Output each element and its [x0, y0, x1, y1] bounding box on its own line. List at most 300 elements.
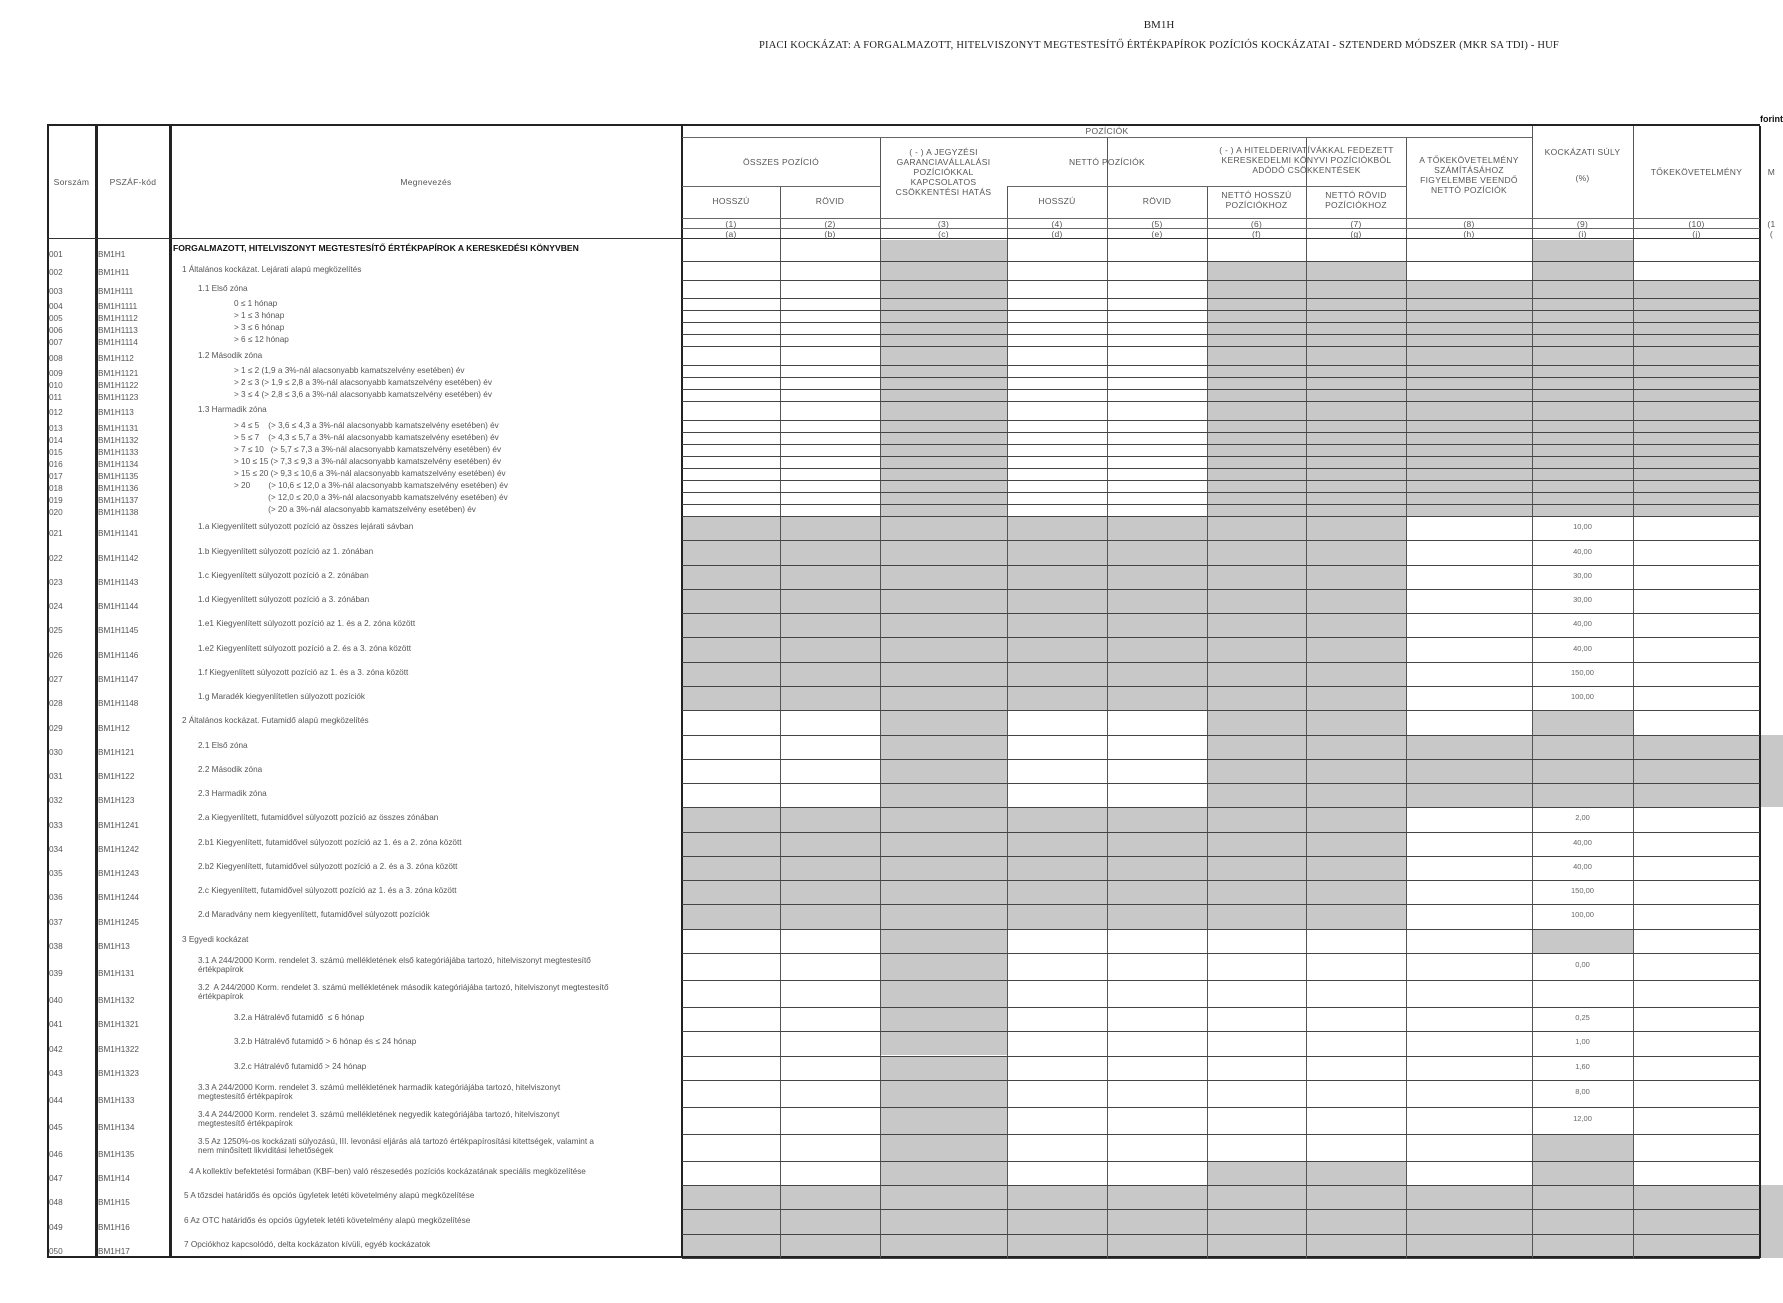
grey-cell [1633, 759, 1760, 783]
row-number: 006 [49, 326, 63, 336]
row-line [682, 980, 1760, 981]
col-number: (3) [937, 219, 950, 229]
grey-cell [1007, 832, 1107, 856]
grey-cell [1633, 401, 1760, 420]
row-line [682, 456, 1760, 457]
risk-weight-value: 1,00 [1575, 1037, 1590, 1047]
row-line [682, 280, 1760, 281]
grey-cell [880, 492, 1007, 504]
grey-cell [880, 1234, 1007, 1258]
grey-cell [682, 880, 780, 904]
grey-cell [880, 929, 1007, 953]
grey-cell [1207, 880, 1306, 904]
grey-cell [1207, 456, 1306, 468]
grey-cell [1406, 759, 1532, 783]
pszaf-code: BM1H1133 [98, 447, 139, 457]
grey-cell [1532, 735, 1633, 759]
row-line [682, 1080, 1760, 1081]
grey-cell [880, 1031, 1007, 1055]
row-line [682, 444, 1760, 445]
hdr-line [1007, 186, 1207, 187]
grey-cell [1406, 432, 1532, 444]
grey-cell [780, 662, 880, 686]
pszaf-code: BM1H1137 [98, 496, 139, 506]
grey-cell [1406, 365, 1532, 377]
risk-weight-value: 40,00 [1573, 837, 1592, 847]
row-description: 3.3 A 244/2000 Korm. rendelet 3. számú mellékletének harmadik kategóriájába tartozó, hitelviszonyt megtestesítő értékpapírok [198, 1082, 561, 1101]
grey-cell [880, 516, 1007, 540]
grey-cell [1306, 662, 1406, 686]
row-line [682, 832, 1760, 833]
risk-weight-value: 0,00 [1575, 960, 1590, 970]
pszaf-code: BM1H1144 [98, 602, 139, 612]
row-description: 1.d Kiegyenlített súlyozott pozíció a 3. zónában [198, 595, 370, 605]
grey-cell [1532, 1134, 1633, 1161]
grey-cell [682, 1209, 780, 1233]
row-description: 2 Általános kockázat. Futamidő alapú megközelítés [182, 716, 369, 726]
pszaf-code: BM1H112 [98, 353, 134, 363]
row-description: 2.b1 Kiegyenlített, futamidővel súlyozott pozíció az 1. és a 2. zóna között [198, 837, 462, 847]
row-line [682, 565, 1760, 566]
row-line [682, 856, 1760, 857]
grey-cell [880, 662, 1007, 686]
risk-weight-value: 8,00 [1575, 1087, 1590, 1097]
row-description: > 6 ≤ 12 hónap [234, 335, 289, 345]
grey-cell [1532, 310, 1633, 322]
row-line [682, 492, 1760, 493]
grey-cell [1532, 492, 1633, 504]
pszaf-code: BM1H1148 [98, 699, 139, 709]
grey-cell [1207, 420, 1306, 432]
grey-cell [1007, 807, 1107, 831]
garancia-header: ( - ) A JEGYZÉSI GARANCIAVÁLLALÁSI POZÍCIÓKKAL KAPCSOLATOS CSÖKKENTÉSI HATÁS [895, 147, 992, 197]
row-number: 044 [49, 1095, 63, 1105]
osszes-pozicio-header: ÖSSZES POZÍCIÓ [743, 157, 819, 167]
grey-cell [780, 516, 880, 540]
pszaf-code: BM1H1147 [98, 675, 139, 684]
grey-cell [1107, 904, 1207, 928]
grey-cell [1306, 540, 1406, 564]
grey-cell [780, 540, 880, 564]
grey-cell [1633, 1209, 1760, 1233]
row-description: > 1 ≤ 2 (1,9 a 3%-nál alacsonyabb kamatszelvény esetében) év [234, 365, 465, 375]
grey-cell [1406, 346, 1532, 365]
grey-cell [1306, 759, 1406, 783]
grey-cell [880, 686, 1007, 710]
row-description: 1.3 Harmadik zóna [198, 405, 267, 415]
grey-cell [1207, 735, 1306, 759]
grey-cell [1207, 565, 1306, 589]
grey-cell [682, 589, 780, 613]
row-line [682, 1107, 1760, 1108]
grey-cell [1406, 310, 1532, 322]
row-number: 012 [49, 408, 63, 418]
netto-hosszu-poz-header: NETTÓ HOSSZÚ POZÍCIÓKHOZ [1221, 190, 1292, 210]
grey-cell [1306, 1234, 1406, 1258]
netto-poziciok-header: NETTÓ POZÍCIÓK [1069, 157, 1145, 167]
row-description: 3.2.b Hátralévő futamidő > 6 hónap és ≤ 24 hónap [234, 1037, 417, 1047]
grey-cell [1532, 444, 1633, 456]
row-number: 045 [49, 1122, 63, 1132]
grey-cell [1107, 1209, 1207, 1233]
row-line [682, 480, 1760, 481]
row-description: 0 ≤ 1 hónap [234, 299, 278, 309]
row-line [682, 516, 1760, 517]
grey-cell [1007, 662, 1107, 686]
grey-cell [1306, 565, 1406, 589]
grey-cell [1207, 444, 1306, 456]
row-line [682, 904, 1760, 905]
grey-cell [880, 589, 1007, 613]
row-description: 3.1 A 244/2000 Korm. rendelet 3. számú mellékletének első kategóriájába tartozó, hitelviszonyt megtestesítő értékpapírok [198, 955, 591, 974]
grey-cell [880, 880, 1007, 904]
row-description: 5 A tőzsdei határidős és opciós ügyletek letéti követelmény alapú megközelítése [184, 1191, 475, 1201]
col-letter: (e) [1151, 229, 1163, 239]
risk-weight-value: 1,60 [1575, 1061, 1590, 1071]
col-letter: (b) [824, 229, 836, 239]
grey-cell [1532, 365, 1633, 377]
grey-cell [1207, 298, 1306, 310]
row-number: 047 [49, 1174, 63, 1184]
grey-cell [1007, 856, 1107, 880]
grey-cell [1532, 468, 1633, 480]
pszaf-code: BM1H1114 [98, 338, 138, 348]
grey-cell [1532, 334, 1633, 346]
pszaf-code: BM1H135 [98, 1149, 135, 1159]
row-line [682, 735, 1760, 736]
grey-cell [1306, 783, 1406, 807]
grey-cell [1406, 492, 1532, 504]
grey-cell [880, 322, 1007, 334]
row-description: 3.2 A 244/2000 Korm. rendelet 3. számú mellékletének második kategóriájába tartozó, hitelviszonyt megtestesítő értékpapírok [198, 982, 609, 1001]
risk-weight-value: 150,00 [1571, 667, 1594, 677]
grey-cell [1207, 759, 1306, 783]
grey-cell [780, 856, 880, 880]
grey-cell [1207, 807, 1306, 831]
grey-cell [1306, 322, 1406, 334]
grey-cell [1107, 1234, 1207, 1258]
row-line [682, 298, 1760, 299]
row-description: > 4 ≤ 5 (> 3,6 ≤ 4,3 a 3%-nál alacsonyabb kamatszelvény esetében) év [234, 420, 499, 430]
row-line [682, 365, 1760, 366]
pszaf-code: BM1H1241 [98, 820, 139, 830]
risk-weight-value: 2,00 [1575, 813, 1590, 823]
grey-cell [1760, 1234, 1783, 1258]
row-description: > 7 ≤ 10 (> 5,7 ≤ 7,3 a 3%-nál alacsonyabb kamatszelvény esetében) év [234, 444, 502, 454]
grey-cell [1406, 322, 1532, 334]
pszaf-code: BM1H134 [98, 1122, 135, 1132]
grey-cell [1207, 401, 1306, 420]
grey-cell [1406, 389, 1532, 401]
grey-cell [1207, 589, 1306, 613]
grey-cell [1107, 807, 1207, 831]
col-number: (9) [1576, 219, 1589, 229]
grey-cell [880, 904, 1007, 928]
risk-weight-value: 40,00 [1573, 643, 1592, 653]
grey-cell [1207, 468, 1306, 480]
grey-cell [880, 261, 1007, 280]
grey-cell [780, 1209, 880, 1233]
grey-cell [682, 904, 780, 928]
grey-cell [1207, 432, 1306, 444]
grey-cell [780, 1185, 880, 1209]
row-line [682, 334, 1760, 335]
pszaf-code: BM1H121 [98, 747, 135, 757]
grey-cell [880, 1209, 1007, 1233]
col-letter: (j) [1692, 229, 1701, 239]
row-number: 013 [49, 423, 63, 433]
row-line [682, 401, 1760, 402]
row-line [682, 1234, 1760, 1235]
col-line [780, 187, 781, 1258]
grey-cell [1007, 637, 1107, 661]
row-description: 1.f Kiegyenlített súlyozott pozíció az 1. és a 3. zóna között [198, 667, 409, 677]
col-letter: ( [1769, 229, 1774, 239]
grey-cell [1306, 420, 1406, 432]
row-number: 003 [49, 286, 63, 296]
grey-cell [1207, 613, 1306, 637]
grey-cell [1406, 420, 1532, 432]
grey-cell [1760, 759, 1783, 783]
grey-cell [1207, 1234, 1306, 1258]
row-description: 3 Egyedi kockázat [182, 934, 249, 944]
col-letter: (g) [1350, 229, 1362, 239]
grey-cell [1532, 759, 1633, 783]
risk-weight-value: 100,00 [1571, 692, 1594, 702]
grey-cell [1633, 444, 1760, 456]
row-line [682, 759, 1760, 760]
grey-cell [682, 686, 780, 710]
col-letter: (h) [1463, 229, 1475, 239]
row-description: 1.g Maradék kiegyenlítetlen súlyozott pozíciók [198, 692, 366, 702]
grey-cell [1306, 334, 1406, 346]
row-description: 1.c Kiegyenlített súlyozott pozíció a 2. zónában [198, 570, 369, 580]
megnevezes-header: Megnevezés [400, 177, 452, 187]
grey-cell [1406, 783, 1532, 807]
row-description: 2.1 Első zóna [198, 740, 248, 750]
risk-weight-value: 40,00 [1573, 546, 1592, 556]
grey-cell [1760, 1185, 1783, 1209]
grey-cell [1406, 334, 1532, 346]
row-description: > 3 ≤ 6 hónap [234, 323, 285, 333]
grey-cell [1107, 856, 1207, 880]
grey-cell [1532, 261, 1633, 280]
pszaf-header: PSZÁF-kód [109, 177, 157, 187]
grey-cell [1760, 735, 1783, 759]
poziciok-header: POZÍCIÓK [1085, 126, 1129, 136]
grey-cell [1306, 365, 1406, 377]
grey-cell [1532, 280, 1633, 299]
grey-cell [1306, 1209, 1406, 1233]
col-line [1633, 126, 1634, 1258]
risk-weight-value: 30,00 [1573, 595, 1592, 605]
row-description: 3.5 Az 1250%-os kockázati súlyozású, III. levonási eljárás alá tartozó értékpapírosítási kitettségek, valamint a nem minősített likviditási lehetőségek [198, 1136, 594, 1155]
row-number: 023 [49, 577, 63, 587]
row-number: 050 [49, 1247, 63, 1256]
grey-cell [1306, 686, 1406, 710]
col-number: (5) [1151, 219, 1163, 229]
grey-cell [1406, 1209, 1532, 1233]
row-line [682, 1161, 1760, 1162]
grey-cell [880, 735, 1007, 759]
grey-cell [880, 1107, 1007, 1134]
grey-cell [1406, 401, 1532, 420]
grey-cell [1107, 686, 1207, 710]
grey-cell [1306, 710, 1406, 734]
group-line [1306, 138, 1307, 1258]
row-number: 048 [49, 1198, 63, 1208]
grey-cell [1007, 516, 1107, 540]
col-letter: (i) [1578, 229, 1587, 239]
grey-cell [1306, 480, 1406, 492]
grey-cell [880, 365, 1007, 377]
row-number: 002 [49, 268, 63, 278]
pszaf-code: BM1H1135 [98, 471, 139, 481]
grey-cell [1306, 468, 1406, 480]
grey-cell [1207, 662, 1306, 686]
row-line [682, 1209, 1760, 1210]
risk-weight-value: 0,25 [1575, 1013, 1590, 1023]
grey-cell [1406, 468, 1532, 480]
col-letter: (d) [1051, 229, 1063, 239]
grey-cell [780, 589, 880, 613]
row-description: > 15 ≤ 20 (> 9,3 ≤ 10,6 a 3%-nál alacsonyabb kamatszelvény esetében) év [234, 468, 506, 478]
pszaf-code: BM1H1141 [98, 529, 139, 539]
pszaf-code: BM1H15 [98, 1198, 130, 1208]
grey-cell [682, 832, 780, 856]
grey-cell [1207, 540, 1306, 564]
grey-cell [880, 953, 1007, 980]
grey-cell [1207, 346, 1306, 365]
pszaf-code: BM1H1323 [98, 1068, 139, 1078]
pszaf-code: BM1H1136 [98, 484, 139, 493]
grey-cell [780, 832, 880, 856]
group-line [880, 138, 881, 1258]
grey-cell [1306, 880, 1406, 904]
grey-cell [880, 389, 1007, 401]
grey-cell [880, 468, 1007, 480]
grey-cell [1207, 492, 1306, 504]
grey-cell [1306, 444, 1406, 456]
hitelderiv-header: ( - ) A HITELDERIVATÍVÁKKAL FEDEZETT KERESKEDELMI KÖNYVI POZÍCIÓKBÓL ADÓDÓ CSÖKKENTÉSEK [1219, 145, 1394, 175]
grey-cell [780, 565, 880, 589]
hosszu-header: HOSSZÚ [712, 196, 750, 206]
row-line [682, 261, 1760, 262]
m-header: M [1767, 167, 1776, 177]
grey-cell [880, 334, 1007, 346]
pszaf-code: BM1H113 [98, 408, 134, 418]
grey-cell [880, 710, 1007, 734]
grey-cell [1532, 377, 1633, 389]
grey-cell [1207, 334, 1306, 346]
col-number: (2) [824, 219, 836, 229]
pszaf-code: BM1H16 [98, 1222, 130, 1232]
pszaf-code: BM1H1122 [98, 380, 139, 390]
pszaf-code: BM1H1242 [98, 844, 139, 854]
grey-cell [1532, 240, 1633, 261]
pszaf-code: BM1H1245 [98, 917, 139, 927]
pszaf-code: BM1H111 [98, 286, 134, 296]
grey-cell [1633, 280, 1760, 299]
grey-cell [880, 1161, 1007, 1185]
grey-cell [1532, 432, 1633, 444]
grey-cell [1306, 298, 1406, 310]
pszaf-code: BM1H13 [98, 941, 130, 951]
row-description: 2.d Maradvány nem kiegyenlített, futamidővel súlyozott pozíciók [198, 910, 430, 920]
row-description: 2.c Kiegyenlített, futamidővel súlyozott pozíció az 1. és a 3. zóna között [198, 886, 457, 896]
row-number: 022 [49, 553, 63, 563]
pszaf-code: BM1H17 [98, 1247, 130, 1256]
grey-cell [1532, 322, 1633, 334]
grey-cell [682, 540, 780, 564]
row-description: 1.a Kiegyenlített súlyozott pozíció az összes lejárati sávban [198, 522, 414, 532]
grey-cell [1306, 856, 1406, 880]
row-line [682, 346, 1760, 347]
grey-cell [1306, 504, 1406, 516]
grey-cell [880, 456, 1007, 468]
row-number: 005 [49, 314, 63, 324]
row-description: > 3 ≤ 4 (> 2,8 ≤ 3,6 a 3%-nál alacsonyabb kamatszelvény esetében) év [234, 389, 492, 399]
row-number: 020 [49, 508, 63, 518]
grey-cell [1107, 662, 1207, 686]
pszaf-code: BM1H1244 [98, 893, 139, 903]
grey-cell [682, 637, 780, 661]
col-line [1207, 187, 1208, 1258]
grey-cell [1107, 613, 1207, 637]
grey-cell [1406, 298, 1532, 310]
grey-cell [1306, 1161, 1406, 1185]
grey-cell [1207, 856, 1306, 880]
grey-cell [1306, 389, 1406, 401]
row-number: 041 [49, 1020, 63, 1030]
row-line [682, 310, 1760, 311]
pszaf-code: BM1H123 [98, 796, 135, 806]
row-line [682, 1185, 1760, 1186]
grey-cell [1532, 504, 1633, 516]
grey-cell [880, 444, 1007, 456]
row-line [682, 710, 1760, 711]
grey-cell [1532, 420, 1633, 432]
form-title: PIACI KOCKÁZAT: A FORGALMAZOTT, HITELVISZONYT MEGTESTESÍTŐ ÉRTÉKPAPÍROK POZÍCIÓS KOCKÁZATAI - SZTENDERD MÓDSZER (MKR SA TDI) - HUF [759, 40, 1559, 51]
grey-cell [1007, 880, 1107, 904]
grey-cell [1532, 346, 1633, 365]
pszaf-code: BM1H1111 [98, 302, 138, 312]
group-line [1406, 138, 1407, 1258]
grey-cell [1406, 444, 1532, 456]
grey-cell [1532, 929, 1633, 953]
row-description: > 20 (> 10,6 ≤ 12,0 a 3%-nál alacsonyabb kamatszelvény esetében) év [234, 481, 508, 490]
grey-cell [880, 310, 1007, 322]
col-number: (7) [1350, 219, 1362, 229]
grey-cell [682, 613, 780, 637]
row-number: 029 [49, 723, 63, 733]
grey-cell [880, 1007, 1007, 1031]
row-description: 1.1 Első zóna [198, 283, 248, 293]
tokekovetelmeny-header: TŐKEKÖVETELMÉNY [1650, 167, 1743, 177]
grey-cell [880, 1134, 1007, 1161]
grey-cell [880, 280, 1007, 299]
grey-cell [1207, 783, 1306, 807]
grey-cell [1406, 504, 1532, 516]
grey-cell [682, 807, 780, 831]
row-number: 030 [49, 747, 63, 757]
grey-cell [880, 759, 1007, 783]
row-description: 2.3 Harmadik zóna [198, 789, 267, 799]
row-number: 035 [49, 869, 63, 879]
row-line [682, 504, 1760, 505]
col-number: (10) [1688, 219, 1705, 229]
row-line [682, 807, 1760, 808]
